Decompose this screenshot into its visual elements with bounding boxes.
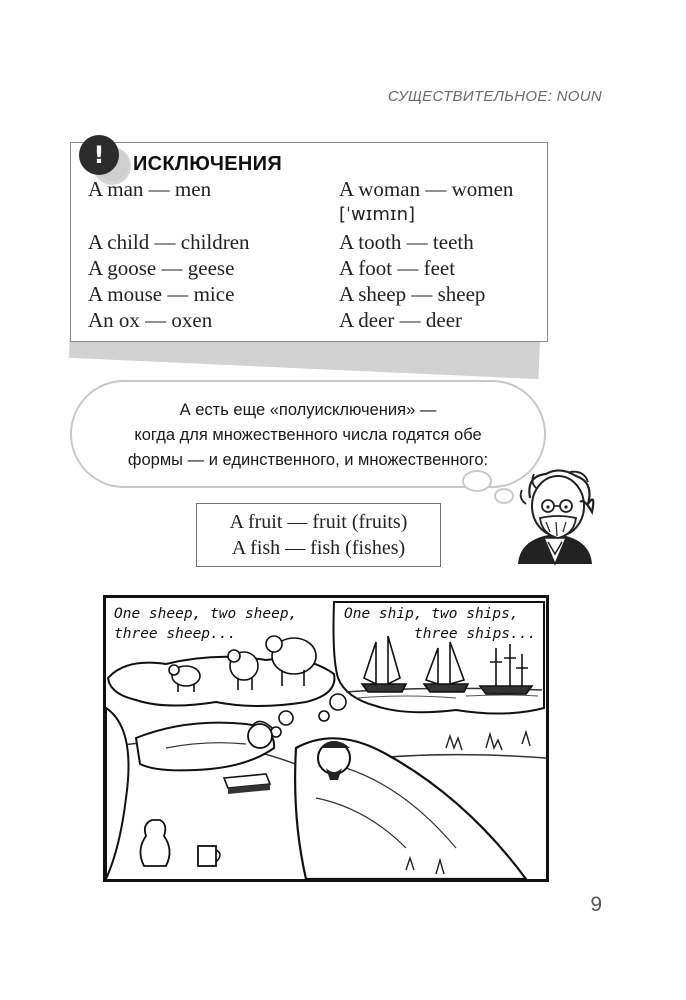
exception-pair: A child — children: [88, 230, 250, 254]
comic-panel: [103, 595, 549, 882]
bubble-line: когда для множественного числа годятся обе: [134, 426, 482, 444]
comic-caption-ships: [344, 604, 536, 644]
exception-pair: A deer — deer: [339, 308, 463, 332]
bubble-line: формы — и единственного, и множественного:: [127, 451, 489, 469]
transcription: [ˈwɪmɪn]: [339, 204, 416, 225]
exceptions-title: ИСКЛЮЧЕНИЯ: [133, 153, 283, 175]
examples-box: [196, 503, 441, 567]
example-line: A fish — fish (fishes): [231, 537, 406, 559]
caption-line: three ships...: [414, 626, 537, 642]
exception-pair: A foot — feet: [339, 256, 456, 280]
exclamation-icon: [79, 135, 119, 175]
example-line: A fruit — fruit (fruits): [229, 511, 408, 533]
exceptions-panel: [70, 142, 548, 342]
exception-pair: A man — men: [88, 177, 212, 201]
caption-line: three sheep...: [114, 626, 237, 642]
running-head: СУЩЕСТВИТЕЛЬНОЕ: NOUN: [387, 88, 602, 105]
exception-pair: A sheep — sheep: [339, 282, 486, 306]
exception-pair: An ox — oxen: [88, 308, 213, 332]
page-number: 9: [590, 893, 602, 916]
caption-line: One ship, two ships,: [344, 606, 519, 622]
exception-pair: A mouse — mice: [88, 282, 235, 306]
bubble-line: А есть еще «полуисключения» —: [179, 401, 437, 419]
exception-pair: A goose — geese: [88, 256, 235, 280]
exception-pair: A woman — women: [339, 177, 514, 201]
comic-caption-sheep: [114, 604, 297, 644]
professor-illustration: [500, 468, 610, 568]
caption-line: One sheep, two sheep,: [114, 606, 298, 622]
exclamation-mark: !: [93, 141, 105, 169]
bubble-tail-dot: [462, 470, 492, 492]
exceptions-box: [70, 142, 570, 362]
bubble-text: [72, 398, 544, 473]
exception-pair: A tooth — teeth: [339, 230, 474, 254]
